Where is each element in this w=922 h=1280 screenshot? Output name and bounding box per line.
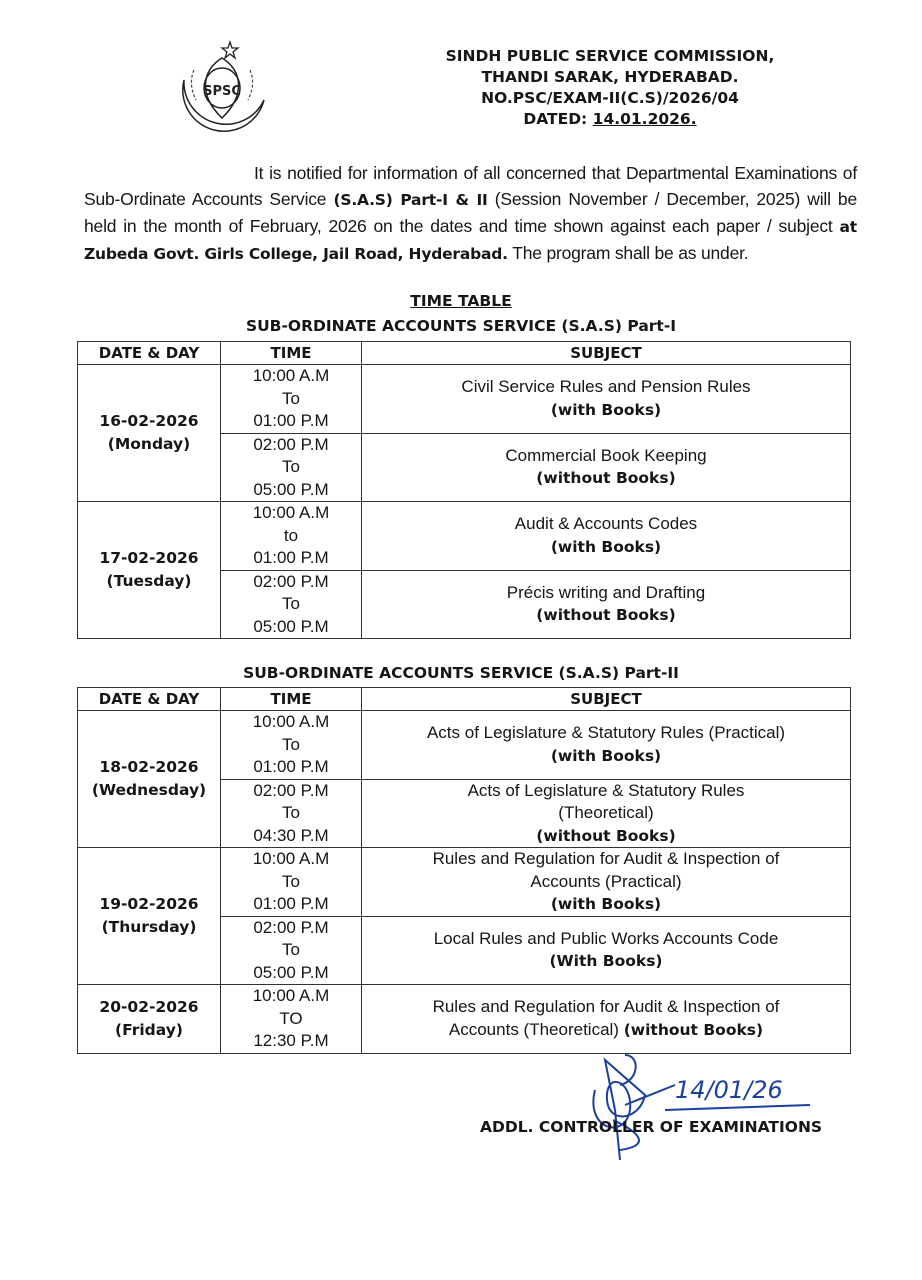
date-cell xyxy=(78,711,221,848)
exam-day: (Wednesday) xyxy=(91,781,207,799)
books-note: (with Books) xyxy=(550,537,662,556)
exam-date: 19-02-2026 xyxy=(99,895,199,913)
time-cell xyxy=(221,365,362,434)
time-cell xyxy=(221,502,362,571)
time-cell xyxy=(221,433,362,502)
subject-cell xyxy=(362,916,851,985)
date-cell xyxy=(78,985,221,1054)
start-time: 10:00 A.M xyxy=(252,366,330,385)
table-row xyxy=(78,985,851,1054)
exam-date: 17-02-2026 xyxy=(99,549,199,567)
signature xyxy=(585,1050,815,1160)
svg-text:14/01/26: 14/01/26 xyxy=(675,1076,783,1104)
dated-line xyxy=(400,109,820,130)
to-word: to xyxy=(283,525,299,545)
svg-text:SPSC: SPSC xyxy=(203,84,241,99)
letter-header xyxy=(400,46,820,130)
intro-emphasis-venue: at Zubeda Govt. Girls College, Jail Road, Hyderabad. xyxy=(84,218,857,263)
end-time: 05:00 P.M xyxy=(253,616,329,636)
subject-name: Commercial Book Keeping xyxy=(505,445,707,465)
table-header-row xyxy=(78,688,851,711)
end-time: 05:00 P.M xyxy=(253,962,329,982)
timetable-title: TIME TABLE xyxy=(410,292,512,310)
to-word: To xyxy=(282,803,300,822)
table-row xyxy=(78,711,851,780)
notification-paragraph xyxy=(84,160,857,267)
spsc-logo xyxy=(172,40,272,140)
subject-name: Local Rules and Public Works Accounts Code xyxy=(433,928,779,948)
to-word: To xyxy=(282,388,300,408)
start-time: 02:00 P.M xyxy=(253,571,329,591)
time-cell xyxy=(221,848,362,917)
end-time: 12:30 P.M xyxy=(253,1031,329,1050)
books-note: (with Books) xyxy=(550,746,662,765)
time-cell xyxy=(221,779,362,848)
column-header: SUBJECT xyxy=(362,342,851,365)
subject-name: Civil Service Rules and Pension Rules xyxy=(461,377,751,397)
column-header: SUBJECT xyxy=(362,688,851,711)
end-time: 01:00 P.M xyxy=(253,894,329,913)
to-word: To xyxy=(282,734,300,754)
end-time: 04:30 P.M xyxy=(253,825,329,845)
end-time: 01:00 P.M xyxy=(253,757,329,776)
exam-day: (Thursday) xyxy=(101,918,197,936)
column-header: DATE & DAY xyxy=(78,688,221,711)
subject-name: Précis writing and Drafting xyxy=(506,582,706,602)
organization-name: SINDH PUBLIC SERVICE COMMISSION, xyxy=(445,47,775,65)
reference-number: NO.PSC/EXAM-II(C.S)/2026/04 xyxy=(481,89,739,107)
books-note: (with Books) xyxy=(550,400,662,419)
books-note: (without Books) xyxy=(536,606,676,625)
date-cell xyxy=(78,848,221,985)
books-note: (without Books) xyxy=(536,469,676,488)
end-time: 05:00 P.M xyxy=(253,479,329,499)
books-note: (without Books) xyxy=(536,826,676,845)
table-row xyxy=(78,502,851,571)
time-cell xyxy=(221,711,362,780)
date-cell xyxy=(78,502,221,639)
subject-name: Acts of Legislature & Statutory Rules (Theoretical) xyxy=(467,780,745,822)
start-time: 02:00 P.M xyxy=(253,434,329,454)
subject-cell xyxy=(362,848,851,917)
subject-cell xyxy=(362,365,851,434)
time-cell xyxy=(221,570,362,639)
subject-name: Acts of Legislature & Statutory Rules (Practical) xyxy=(426,723,786,743)
start-time: 10:00 A.M xyxy=(252,503,330,522)
signatory-title: ADDL. CONTROLLER OF EXAMINATIONS xyxy=(480,1118,823,1136)
start-time: 10:00 A.M xyxy=(252,849,330,868)
intro-text: (Session November / December, 2025) will be held in the month of February, 2026 on the dates and time shown against each paper / subject xyxy=(84,189,857,236)
start-time: 02:00 P.M xyxy=(253,780,329,800)
table-row xyxy=(78,365,851,434)
subject-cell xyxy=(362,985,851,1054)
subject-cell xyxy=(362,711,851,780)
end-time: 01:00 P.M xyxy=(253,548,329,567)
time-cell xyxy=(221,916,362,985)
books-note: (without Books) xyxy=(623,1020,764,1039)
books-note: (With Books) xyxy=(549,952,663,971)
column-header: TIME xyxy=(221,688,362,711)
end-time: 01:00 P.M xyxy=(253,411,329,430)
part1-table xyxy=(77,341,851,639)
to-word: To xyxy=(282,457,300,476)
books-note: (with Books) xyxy=(550,895,662,913)
subject-cell xyxy=(362,779,851,848)
table-header-row xyxy=(78,342,851,365)
subject-name: Rules and Regulation for Audit & Inspection of Accounts (Practical) xyxy=(432,849,780,891)
subject-cell xyxy=(362,570,851,639)
subject-cell xyxy=(362,502,851,571)
subject-name: Rules and Regulation for Audit & Inspection of Accounts (Theoretical) xyxy=(432,997,780,1039)
exam-day: (Monday) xyxy=(107,435,191,453)
exam-day: (Friday) xyxy=(115,1020,183,1039)
date-cell xyxy=(78,365,221,502)
part2-table xyxy=(77,687,851,1054)
part2-title: SUB-ORDINATE ACCOUNTS SERVICE (S.A.S) Part-II xyxy=(243,664,679,682)
exam-day: (Tuesday) xyxy=(106,572,192,590)
exam-date: 16-02-2026 xyxy=(99,412,199,430)
time-cell xyxy=(221,985,362,1054)
start-time: 02:00 P.M xyxy=(253,917,329,937)
dated-value: 14.01.2026. xyxy=(592,110,697,128)
column-header: TIME xyxy=(221,342,362,365)
intro-text: It is notified for information of all concerned that Departmental Examinations of Sub-Ordinate Accounts Service xyxy=(84,163,857,209)
table-row xyxy=(78,848,851,917)
subject-cell xyxy=(362,433,851,502)
start-time: 10:00 A.M xyxy=(252,712,330,731)
to-word: To xyxy=(282,594,300,613)
start-time: 10:00 A.M xyxy=(252,986,330,1005)
subject-name: Audit & Accounts Codes xyxy=(514,514,698,534)
exam-date: 18-02-2026 xyxy=(99,758,199,776)
to-word: TO xyxy=(279,1008,303,1028)
dated-label: DATED: xyxy=(523,110,593,128)
to-word: To xyxy=(282,940,300,959)
exam-date: 20-02-2026 xyxy=(99,997,199,1016)
intro-emphasis-parts: (S.A.S) Part-I & II xyxy=(333,191,488,209)
part1-title: SUB-ORDINATE ACCOUNTS SERVICE (S.A.S) Part-I xyxy=(245,317,677,335)
intro-text: The program shall be as under. xyxy=(507,243,749,263)
organization-address: THANDI SARAK, HYDERABAD. xyxy=(481,68,739,86)
column-header: DATE & DAY xyxy=(78,342,221,365)
to-word: To xyxy=(282,871,300,891)
star-icon xyxy=(222,42,238,58)
